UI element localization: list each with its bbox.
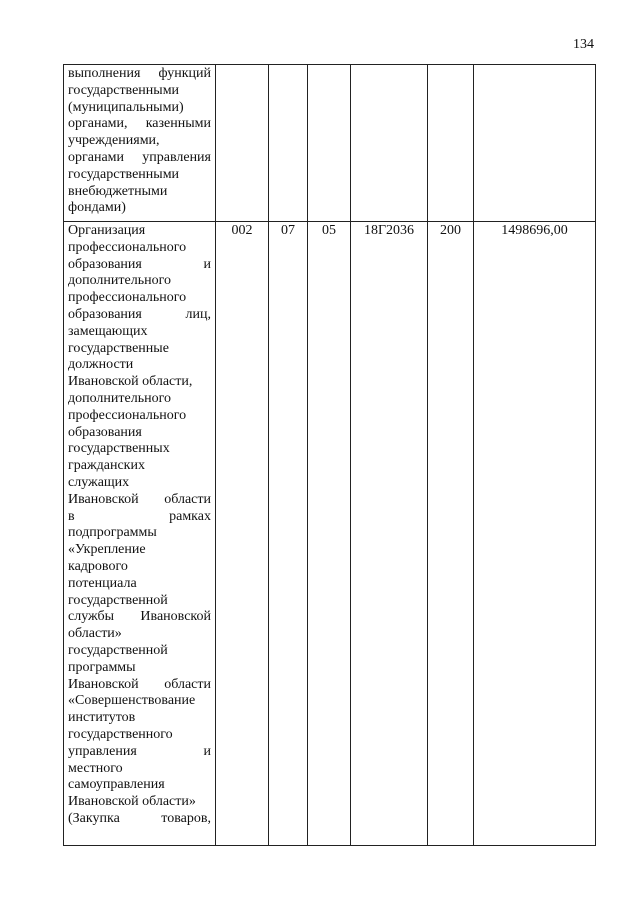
description-line: образования и: [68, 256, 211, 272]
description-line: управления и: [68, 743, 211, 759]
subsection-code-cell: 05: [308, 222, 351, 846]
description-line: (муниципальными): [68, 99, 184, 115]
description-line: области»: [68, 626, 122, 642]
description-line: фондами): [68, 200, 126, 216]
description-line: образования лиц,: [68, 306, 211, 322]
description-line: государственного: [68, 726, 173, 742]
description-line: профессионального: [68, 407, 187, 423]
description-line: органами управления: [68, 149, 211, 165]
description-line: (Закупка товаров,: [68, 810, 211, 826]
description-line: гражданских: [68, 458, 145, 474]
description-cell: [64, 65, 216, 222]
description-line: дополнительного: [68, 273, 171, 289]
description-line: потенциала: [68, 575, 137, 591]
description-line: государственной: [68, 642, 168, 658]
expense-type-cell: [428, 65, 474, 222]
description-line: профессионального: [68, 239, 187, 255]
description-line: учреждениями,: [68, 133, 160, 149]
table-row: [64, 222, 596, 846]
ministry-code-cell: [216, 65, 269, 222]
table-row: [64, 65, 596, 222]
description-line: Ивановской области,: [68, 374, 193, 390]
description-line: образования: [68, 424, 142, 440]
description-line: выполнения функций: [68, 66, 211, 81]
target-article-cell: [351, 65, 428, 222]
description-line: государственными: [68, 166, 180, 182]
description-line: Ивановской области: [68, 676, 211, 692]
description-line: государственной: [68, 592, 168, 608]
description-line: программы: [68, 659, 136, 675]
subsection-code-cell: [308, 65, 351, 222]
budget-table: [63, 64, 596, 846]
description-line: в рамках: [68, 508, 211, 524]
description-line: «Совершенствование: [68, 693, 196, 709]
description-line: профессионального: [68, 290, 187, 306]
amount-cell: [474, 65, 596, 222]
description-line: службы Ивановской: [68, 609, 211, 625]
ministry-code-cell: 002: [216, 222, 269, 846]
expense-type-cell: 200: [428, 222, 474, 846]
description-line: «Укрепление: [68, 542, 146, 558]
description-line: государственными: [68, 82, 180, 98]
description-line: служащих: [68, 474, 130, 490]
description-line: внебюджетными: [68, 183, 168, 199]
description-line: дополнительного: [68, 390, 171, 406]
description-line: государственные: [68, 340, 169, 356]
description-line: самоуправления: [68, 777, 165, 793]
description-line: кадрового: [68, 558, 128, 574]
description-line: Ивановской области»: [68, 794, 196, 810]
page-number: 134: [573, 37, 594, 52]
description-line: должности: [68, 357, 134, 373]
description-line: замещающих: [68, 323, 148, 339]
description-line: местного: [68, 760, 123, 776]
section-code-cell: 07: [269, 222, 308, 846]
description-line: органами, казенными: [68, 116, 211, 132]
description-line: государственных: [68, 441, 170, 457]
description-cell: [64, 222, 216, 846]
description-line: Организация: [68, 223, 146, 238]
section-code-cell: [269, 65, 308, 222]
description-line: Ивановской области: [68, 491, 211, 507]
description-line: подпрограммы: [68, 525, 157, 541]
amount-cell: 1498696,00: [474, 222, 596, 846]
description-line: институтов: [68, 710, 136, 726]
target-article-cell: 18Г2036: [351, 222, 428, 846]
